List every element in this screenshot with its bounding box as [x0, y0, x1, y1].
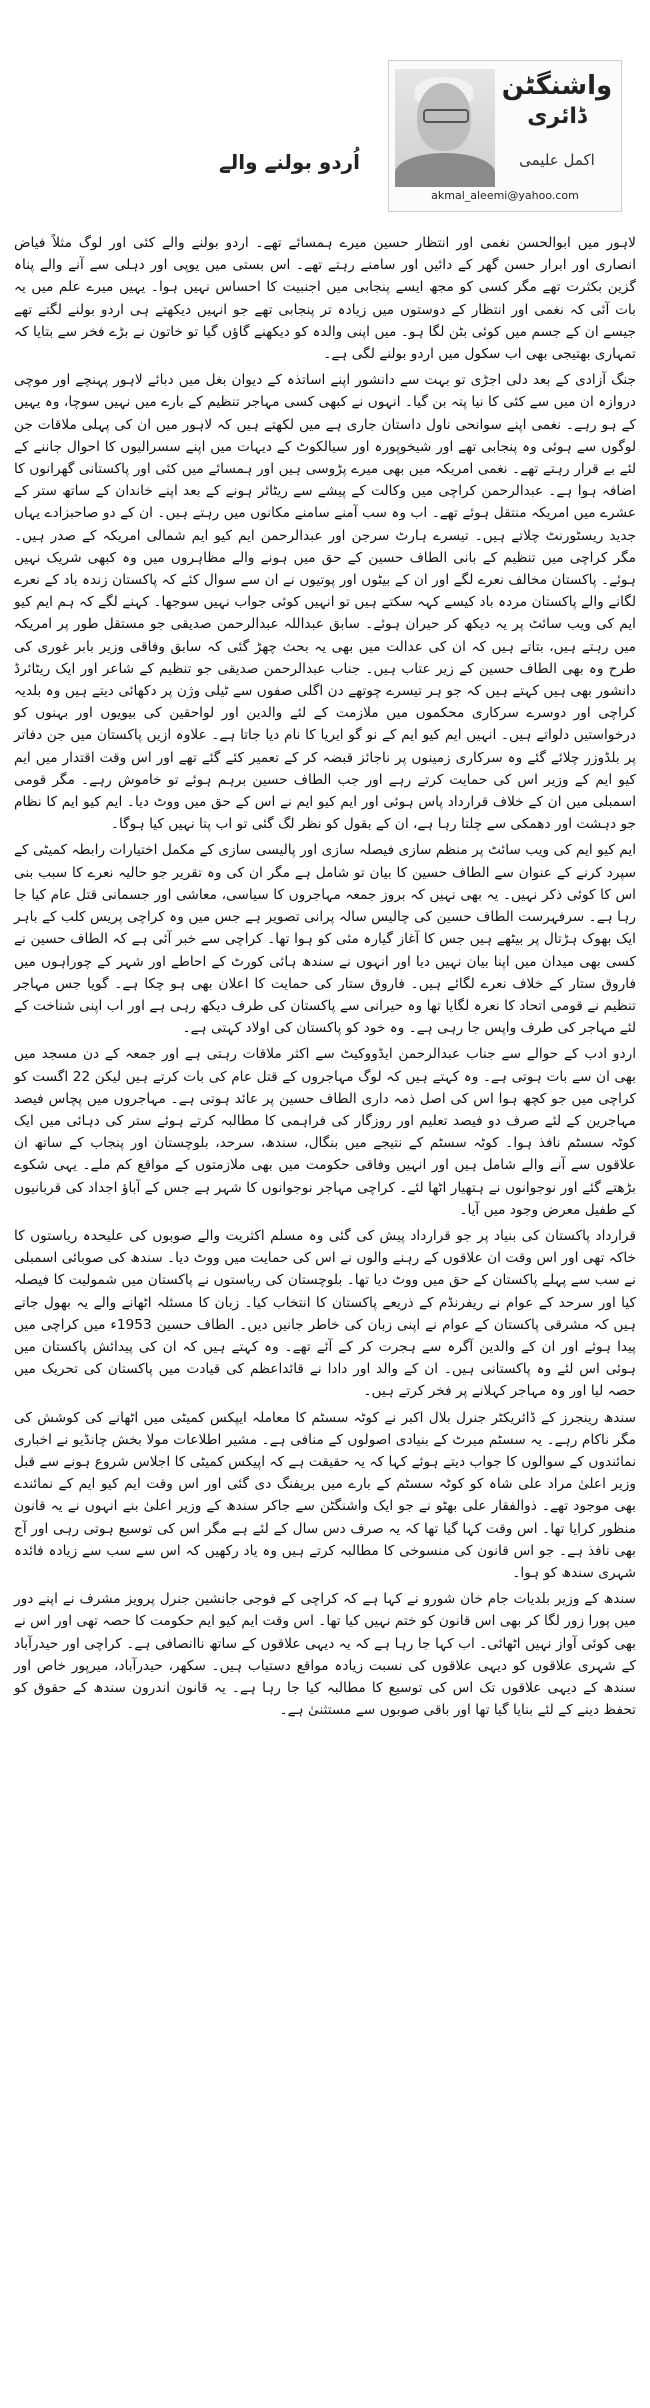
- author-portrait-icon: [395, 69, 495, 187]
- column-masthead: [388, 60, 622, 212]
- column-series-title: [497, 69, 617, 131]
- article-paragraph: سندھ کے وزیر بلدیات جام خان شورو نے کہا ہے کہ کراچی کے فوجی جانشین جنرل پرویز مشرف نے اپنے دور میں پورا زور لگا کر بھی اس قانون کو ختم نہیں کیا تھا۔ اس وقت ایم کیو ایم حکومت کا حصہ تھی اور اس نے بھی کوئی آواز نہیں اٹھائی۔ اب کہا جا رہا ہے کہ یہ دیہی علاقوں کے ساتھ ناانصافی ہے۔ کراچی اور حیدرآباد کے شہری علاقوں کو دیہی علاقوں کی نسبت زیادہ مواقع دستیاب ہیں۔ سکھر، حیدرآباد، میرپور خاص اور سندھ کے دیہی علاقوں تک اس کی توسیع کا مطالبہ کیا جا رہا ہے۔ یہ قانون اندرون سندھ کے حقوق کو تحفظ دینے کے لئے بنایا گیا تھا اور باقی صوبوں سے مستثنیٰ ہے۔: [14, 1591, 636, 1719]
- article-headline: اُردو بولنے والے: [219, 150, 360, 174]
- article-paragraph: قرارداد پاکستان کی بنیاد پر جو قرارداد پیش کی گئی وہ مسلم اکثریت والے صوبوں کی علیحدہ ریاستوں کا خاکہ تھی اور اس وقت ان علاقوں کے رہنے والوں نے اس کی حمایت میں ووٹ دیا۔ سندھ کی صوبائی اسمبلی نے سب سے پہلے پاکستان کے حق میں ووٹ دیا تھا۔ بلوچستان کی ریاستوں نے پاکستان میں شمولیت کا فیصلہ کیا اور سرحد کے عوام نے ریفرنڈم کے ذریعے پاکستان کا انتخاب کیا۔ زبان کا مسئلہ اٹھانے والے یہ بھول جاتے ہیں کہ مشرقی پاکستان کے عوام نے اپنی زبان کی خاطر جانیں دیں۔ الطاف حسین 1953ء میں کراچی میں پیدا ہوئے اور ان کے والدین آگرہ سے ہجرت کر کے آئے تھے۔ وہ کہتے ہیں کہ ان کی پیدائش پاکستان میں ہوئی اس لئے وہ پاکستانی ہیں۔ ان کے والد اور دادا نے قائداعظم کی قیادت میں پاکستان کی تحریک میں حصہ لیا اور وہ مہاجر کہلانے پر فخر کرتے ہیں۔: [14, 1227, 636, 1400]
- article-paragraph: ایم کیو ایم کی ویب سائٹ پر منظم سازی فیصلہ سازی اور پالیسی سازی کے مکمل اختیارات رابطہ کمیٹی کے سپرد کرنے کے عنوان سے الطاف حسین کا بیان تو شامل ہے مگر ان کی وہ تقریر جو حالیہ نعرے کا سبب بنی اس کا کوئی ذکر نہیں۔ یہ بھی نہیں کہ بروز جمعہ مہاجروں کا سیاسی، معاشی اور جسمانی قتل عام کیا جا رہا ہے۔ سرفہرست الطاف حسین کی چالیس سالہ پرانی تصویر ہے جس میں وہ کراچی پریس کلب کے باہر ایک بھوک ہڑتال پر بیٹھے ہیں جس کا آغاز گیارہ مئی کو ہوا تھا۔ کراچی سے خبر آئی ہے کہ الطاف حسین نے کسی بھی میدان میں اپنا بیان نہیں دیا اور انہوں نے سندھ ہائی کورٹ کے احاطے اور شہر کے چوراہوں میں فاروق ستار کے خلاف نعرے لگائے ہیں۔ فاروق ستار کی حمایت کا اعلان بھی ہو چکا ہے۔ گویا جس مہاجر تنظیم نے قومی اتحاد کا نعرہ لگایا تھا وہ حیرانی سے پاکستان کی طرف دیکھ رہی ہے اور اب اپنی شناخت کے لئے مہاجر کی طرف واپس جا رہی ہے۔ وہ خود کو پاکستان کی اولاد کہتی ہے۔: [14, 842, 636, 1037]
- series-title-line2: ڈائری: [527, 104, 587, 129]
- author-byline: اکمل علیمی: [519, 151, 595, 169]
- article-body: [14, 232, 636, 1725]
- article-paragraph: اردو ادب کے حوالے سے جناب عبدالرحمن ایڈووکیٹ سے اکثر ملاقات رہتی ہے اور جمعہ کے دن مسجد میں بھی ان سے بات ہوتی ہے۔ وہ کہتے ہیں کہ لوگ مہاجروں کے قتل عام کی بات کرتے ہیں لیکن 22 اگست کو کراچی میں جو کچھ ہوا اس کی اصل ذمہ داری الطاف حسین پر عائد ہوتی ہے۔ مہاجروں میں پچاس فیصد مہاجرین کے لئے صرف دو فیصد تعلیم اور روزگار کی فراہمی کا مطالبہ کرتے ہوئے ستر کی دہائی میں ایک کوٹہ سسٹم نافذ ہوا۔ کوٹہ سسٹم کے نتیجے میں بنگال، سندھ، سرحد، بلوچستان اور پنجاب کے ساتھ ان علاقوں سے آنے والے شامل ہیں اور انہیں وفاقی حکومت میں بھی ملازمتوں کے مواقع کم ملے۔ یہی شکوے بڑھتے گئے اور نوجوانوں نے ہتھیار اٹھا لئے۔ کراچی مہاجر نوجوانوں کا شہر ہے جس کے آباؤ اجداد کی قربانیوں کے طفیل معرض وجود میں آیا۔: [14, 1046, 636, 1218]
- portrait-glasses: [423, 109, 469, 123]
- article-paragraph: جنگ آزادی کے بعد دلی اجڑی تو بہت سے دانشور اپنے اساتذہ کے دیوان بغل میں دبائے لاہور پہنچے اور موچی دروازہ ان میں سے کئی کا نیا پتہ بن گیا۔ انہوں نے کبھی کسی مہاجر تنظیم کے بارے میں نہیں سوچا، وہ یہیں کے ہو رہے۔ نغمی اپنے سوانحی ناول داستان جاری ہے میں لکھتے ہیں کہ لاہور میں ان کی پہلی ملاقات جن لوگوں سے ہوئی وہ پنجابی تھے اور شیخوپورہ اور سیالکوٹ کے دیہات میں اپنے سسرالیوں کا احوال جاننے کے لئے بے قرار رہتے تھے۔ نغمی امریکہ میں بھی میرے پڑوسی ہیں اور ہمسائے میں کئی اور پاکستانی گھرانوں کا اضافہ ہوا ہے۔ عبدالرحمن کراچی میں وکالت کے پیشے سے ریٹائر ہونے کے بعد اپنے خاندان کے ساتھ ستر کے عشرے میں امریکہ منتقل ہوئے تھے۔ اب وہ سب آمنے سامنے مکانوں میں رہتے ہیں۔ ان کے دو صاحبزادے یہاں جدید ریسٹورنٹ چلاتے ہیں۔ تیسرے ہارٹ سرجن اور عبدالرحمن ایم کیو ایم شمالی امریکہ کے صدر ہیں۔ مگر کراچی میں تنظیم کے بانی الطاف حسین کے حق میں ہونے والے مظاہروں میں وہ کبھی شریک نہیں ہوئے۔ پاکستان مخالف نعرے لگے اور ان کے بیٹوں اور پوتیوں نے ان سے سوال کئے کہ پاکستان زندہ باد کے نعرے لگانے والے پاکستان مردہ باد کیسے کہہ سکتے ہیں تو انہیں کوئی جواب نہیں سوجھا۔ کہنے لگے کہ ہم ایم کیو ایم کی ویب سائٹ پر یہ دیکھ کر حیران ہوئے۔ سابق عبداللہ عبدالرحمن صدیقی جو مستقل طور پر امریکہ میں رہتے ہیں، بتاتے ہیں کہ ان کی عدالت میں بھی یہ بحث چھڑ گئی کہ سابق وفاقی وزیر بابر غوری کی طرح وہ بھی الطاف حسین کے زیر عتاب ہیں۔ جناب عبدالرحمن صدیقی جو تنظیم کے شاعر اور ایک ریٹائرڈ دانشور بھی ہیں کہتے ہیں کہ جو ہر تیسرے چوتھے دن اگلی صفوں سے ٹیلی وژن پر دکھائی دیتے ہیں وہ بلدیہ کراچی اور دوسرے سرکاری محکموں میں ملازمت کے لئے والدین اور لواحقین کی بیویوں اور بہنوں کو درخواستیں دلواتے ہیں۔ انہیں ایم کیو ایم کے نو گو ایریا کا نام دیا جاتا ہے۔ علاوہ ازیں پاکستان میں جن دفاتر پر بلڈوزر چلائے گئے وہ سرکاری زمینوں پر ناجائز قبضہ کر کے تعمیر کئے گئے تھے اور اس وقت اقتدار میں ایم کیو ایم کے وزیر اس کی حمایت کرتے رہے اور جب الطاف حسین برہم ہوئے تو خاموش رہے۔ مگر قومی اسمبلی میں ان کے خلاف قرارداد پاس ہوئی اور ایم کیو ایم نے اس کے حق میں ووٹ دیا۔ ایم کیو ایم کا نظام جو دہشت اور دھمکی سے چلتا رہا ہے، ان کے بقول کو نظر لگ گئی تو اب پتا نہیں کیا ہوگا۔: [14, 372, 636, 833]
- article-paragraph: سندھ رینجرز کے ڈائریکٹر جنرل بلال اکبر نے کوٹہ سسٹم کا معاملہ ایپکس کمیٹی میں اٹھانے کی کوشش کی مگر ناکام رہے۔ یہ سسٹم میرٹ کے بنیادی اصولوں کے منافی ہے۔ مشیر اطلاعات مولا بخش چانڈیو نے اخباری نمائندوں کے سوالوں کا جواب دیتے ہوئے کہا کہ یہ حقیقت ہے کہ اپیکس کمیٹی کا اجلاس شروع ہونے سے قبل وزیر اعلیٰ مراد علی شاہ کو کوٹہ سسٹم کے بارے میں بریفنگ دی گئی اور اس وقت ایم کیو ایم کے نمائندے بھی موجود تھے۔ ذوالفقار علی بھٹو نے جو ایک واشنگٹن سے جاکر سندھ کے وزیر اعلیٰ بنے انہوں نے یہ قانون منظور کرایا تھا۔ اس وقت کہا گیا تھا کہ یہ صرف دس سال کے لئے ہے مگر اس کی توسیع ہوتی رہی اور آج بھی نافذ ہے۔ جو اس قانون کی منسوخی کا مطالبہ کرتے ہیں وہ یاد رکھیں کہ اس سے سب سے زیادہ فائدہ شہری سندھ کو ہوا۔: [14, 1409, 636, 1581]
- article-paragraph: لاہور میں ابوالحسن نغمی اور انتظار حسین میرے ہمسائے تھے۔ اردو بولنے والے کئی اور لوگ مثلاً فیاض انصاری اور ابرار حسن گھر کے دائیں اور سامنے رہتے تھے۔ اس بستی میں یوپی اور دہلی سے آنے والے پناہ گزین بکثرت تھے مگر کسی کو مجھ ایسے پنجابی میں اجنبیت کا احساس نہیں ہوا۔ یہیں میرے علم میں یہ بات آئی کہ نغمی اور انتظار کے دوستوں میں زیادہ تر پنجابی تھے جو انہیں دیکھتے ہی اردو بولنے لگتے تھے جیسے ان کے جسم میں کوئی بٹن لگا ہو۔ میں اپنی والدہ کو دیکھنے گاؤں گیا تو خاتون نے بڑے فخر سے بتایا کہ تمہاری بھتیجی بھی اب سکول میں اردو بولنے لگی ہے۔: [14, 235, 636, 363]
- series-title-line1: واشنگٹن: [501, 71, 613, 101]
- author-email: akmal_aleemi@yahoo.com: [431, 189, 579, 202]
- portrait-shoulders: [395, 153, 495, 187]
